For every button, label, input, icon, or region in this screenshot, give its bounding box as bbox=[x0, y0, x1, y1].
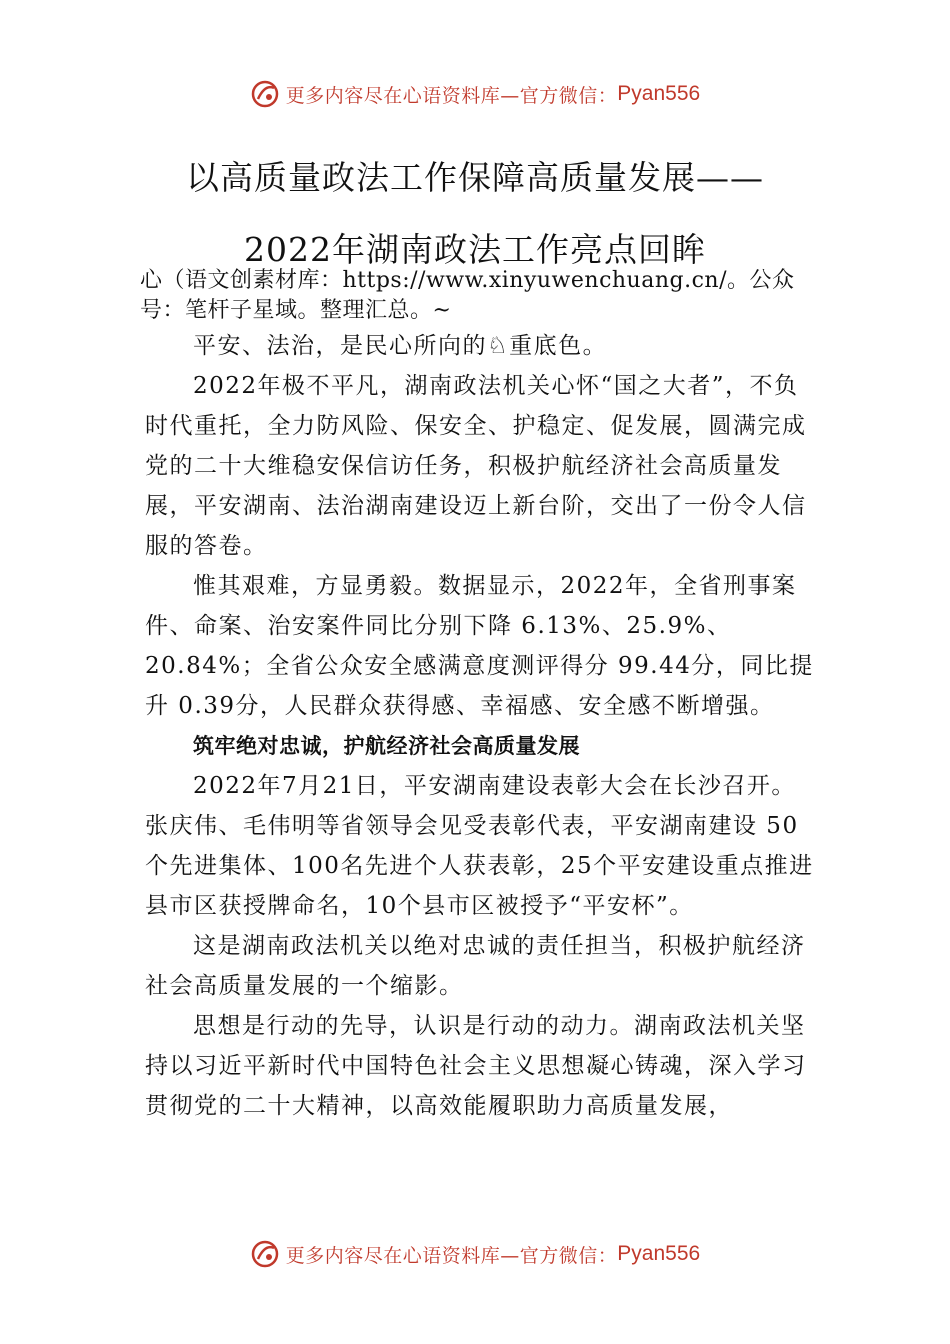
banner-wechat-id: Pyan556 bbox=[617, 1242, 701, 1265]
brand-logo-icon bbox=[250, 1239, 280, 1269]
paragraph: 思想是行动的先导，认识是行动的动力。湖南政法机关坚持以习近平新时代中国特色社会主义思想凝心铸魂，深入学习贯彻党的二十大精神，以高效能履职助力高质量发展， bbox=[145, 1013, 807, 1119]
title-line-2: 2022年湖南政法工作亮点回眸 bbox=[244, 230, 706, 269]
header-watermark-banner bbox=[0, 72, 950, 116]
banner-text: 更多内容尽在心语资料库—官方微信： bbox=[285, 84, 618, 107]
paragraph: 平安、法治，是民心所向的♘重底色。 bbox=[193, 333, 608, 359]
footer-watermark-banner bbox=[0, 1232, 950, 1276]
paragraph: 2022年7月21日，平安湖南建设表彰大会在长沙召开。张庆伟、毛伟明等省领导会见受表彰代表，平安湖南建设 50个先进集体、100名先进个人获表彰，25个平安建设重点推进县市区获授牌命名，10个县市区被授予“平安杯”。 bbox=[145, 773, 814, 919]
section-heading: 筑牢绝对忠诚，护航经济社会高质量发展 bbox=[193, 734, 580, 758]
article-body bbox=[145, 326, 815, 1126]
paragraph: 惟其艰难，方显勇毅。数据显示，2022年，全省刑事案件、命案、治安案件同比分别下降 6.13%、25.9%、20.84%；全省公众安全感满意度测评得分 99.44分，同比提升 0.39分，人民群众获得感、幸福感、安全感不断增强。 bbox=[145, 573, 814, 719]
banner-text: 更多内容尽在心语资料库—官方微信： bbox=[285, 1244, 618, 1267]
banner-wechat-id: Pyan556 bbox=[617, 82, 701, 105]
paragraph: 这是湖南政法机关以绝对忠诚的责任担当，积极护航经济社会高质量发展的一个缩影。 bbox=[145, 933, 806, 999]
brand-logo-icon bbox=[250, 79, 280, 109]
source-note: 心（语文创素材库：https://www.xinyuwenchuang.cn/。公众号：笔杆子星域。整理汇总。~ bbox=[140, 268, 795, 323]
title-line-1: 以高质量政法工作保障高质量发展—— bbox=[186, 158, 764, 197]
paragraph: 2022年极不平凡，湖南政法机关心怀“国之大者”，不负时代重托，全力防风险、保安全、护稳定、促发展，圆满完成党的二十大维稳安保信访任务，积极护航经济社会高质量发展，平安湖南、法治湖南建设迈上新台阶，交出了一份令人信服的答卷。 bbox=[145, 373, 807, 559]
